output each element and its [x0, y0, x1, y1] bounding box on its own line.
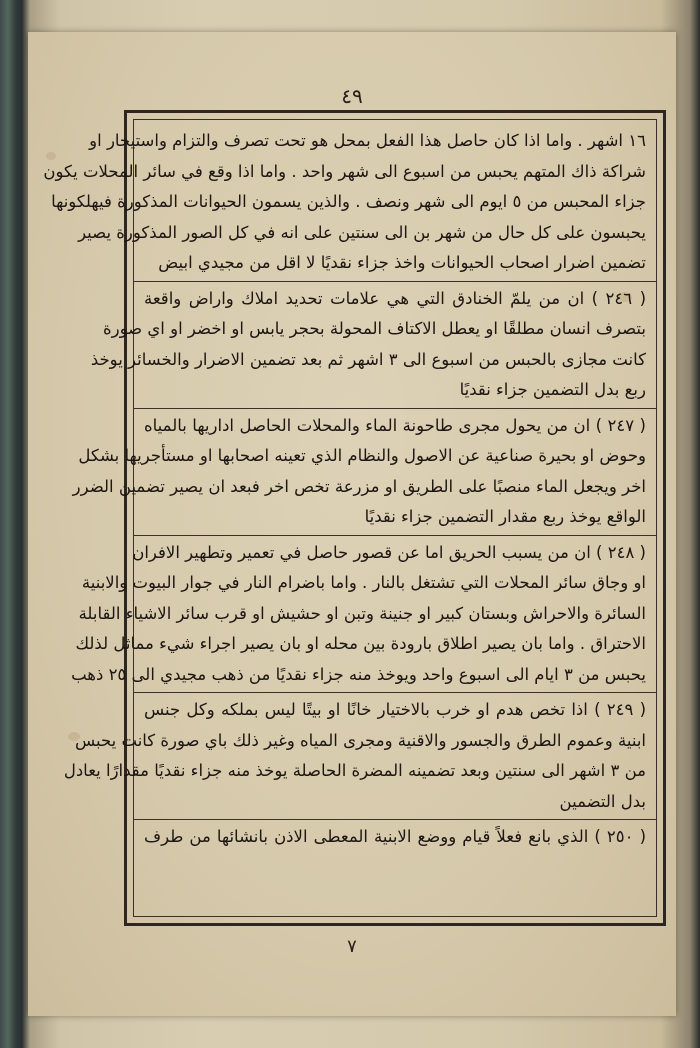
section-rule [134, 692, 656, 693]
section-rule [134, 408, 656, 409]
text-line: ( ٢٤٧ ) ان من يحول مجرى طاحونة الماء والمحلات الحاصل اداريها بالمياه [144, 415, 646, 435]
text-line: شراكة ذاك المتهم يحبس من اسبوع الى شهر واحد . واما اذا وقع في سائر المحلات يكون [43, 161, 646, 181]
text-line: يحبس من ٣ ايام الى اسبوع واحد ويوخذ منه جزاء نقديًا من ذهب مجيدي الى ٢٥ ذهب [71, 664, 646, 684]
text-line: السائرة والاحراش وبستان كبير او جنينة وتبن او حشيش او قرب سائر الاشياء القابلة [78, 603, 646, 623]
text-line: بتصرف انسان مطلقًا او يعطل الاكتاف المحولة بحجر يابس او اخضر او اي صورة [102, 319, 646, 338]
body-text [43, 126, 647, 910]
text-line: الاحتراق . واما بان يصير اطلاق بارودة بين محله او بان يصير اجراء شيء مماثل لذلك [75, 634, 646, 653]
text-frame [43, 110, 666, 926]
text-line: ربع بدل التضمين جزاء نقديًا [459, 380, 646, 399]
section-rule [134, 281, 656, 282]
text-line: كانت مجازى بالحبس من اسبوع الى ٣ اشهر ثم بعد تضمين الاضرار والخسائر يوخذ [90, 349, 646, 369]
text-line: من ٣ اشهر الى سنتين وبعد تضمينه المضرة الحاصلة يوخذ منه جزاء نقديًا مقدارًا يعادل [63, 761, 646, 780]
text-line: يحبسون على كل حال من شهر بن الى سنتين على انه في كل الصور المذكورة يصير [78, 222, 646, 242]
page-sheet [28, 32, 676, 1016]
text-frame-inner [43, 119, 657, 917]
section-rule [134, 819, 656, 820]
text-line: ابنية وعموم الطرق والجسور والاقنية ومجرى المياه وغير ذلك باي صورة كانت يحبس [74, 730, 646, 750]
text-line: ( ٢٤٦ ) ان من يلمّ الخنادق التي هي علامات تحديد املاك واراض واقعة [144, 288, 647, 308]
text-line: ( ٢٤٨ ) ان من يسبب الحريق اما عن قصور حاصل في تعمير وتطهير الافران [132, 542, 646, 562]
text-line: ( ٢٥٠ ) الذي بانع فعلاً قيام ووضع الابنية المعطى الاذن بانشائها من طرف [144, 827, 647, 846]
text-line: تضمين اضرار اصحاب الحيوانات واخذ جزاء نقديًا لا اقل من مجيدي ابيض [158, 253, 646, 272]
page-number-bottom: ٧ [347, 936, 357, 957]
text-line: جزاء المحبس من ٥ ايوم الى شهر ونصف . والذين يسمون الحيوانات المذكورة فيهلكونها [51, 192, 646, 211]
text-line: ١٦ اشهر . واما اذا كان حاصل هذا الفعل بمحل هو تحت تصرف والتزام واستيجار او [89, 131, 646, 150]
section-rule [134, 535, 656, 536]
text-line: وحوض او بحيرة صناعية عن الاصول والنظام الذي تعينه اصحابها او مستأجريها بشكل [78, 446, 646, 465]
page-number-top: ٤٩ [341, 84, 363, 108]
text-line: بدل التضمين [559, 791, 646, 811]
text-line: اخر ويجعل الماء منصبًا على الطريق او مزرعة تخص اخر فبعد ان يصير تضمين الضرر [72, 476, 646, 496]
text-line: او وجاق سائر المحلات التي تشتغل بالنار . واما باضرام النار في جوار البيوت والابنية [81, 573, 646, 592]
text-line: الواقع يوخذ ربع مقدار التضمين جزاء نقديًا [364, 507, 646, 526]
text-line: ( ٢٤٩ ) اذا تخص هدم او خرب بالاختيار خانًا او بيتًا ليس بملكه وكل جنس [144, 700, 647, 719]
